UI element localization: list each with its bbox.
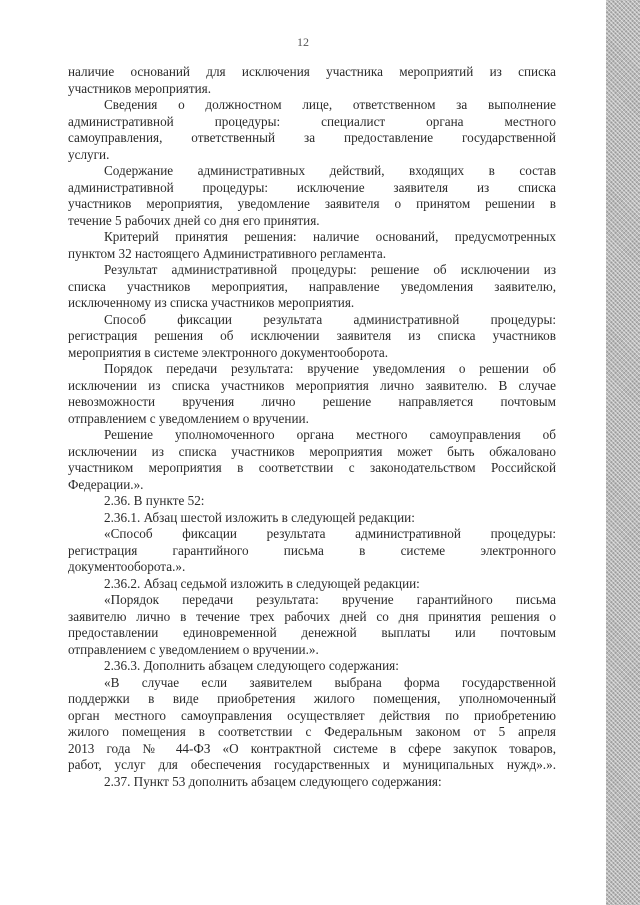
text-line: Критерий принятия решения: наличие оснований, предусмотренных: [104, 229, 556, 244]
text-line: отправлением с уведомлением о вручении.».: [68, 641, 319, 657]
text-line: Порядок передачи результата: вручение уведомления о решении об: [104, 361, 556, 376]
text-line: административной процедуры: специалист органа местного: [68, 113, 556, 129]
text-line: Сведения о должностном лице, ответственном за выполнение: [104, 97, 556, 112]
text-line: документооборота.».: [68, 559, 186, 574]
text-line: пунктом 32 настоящего Административного регламента.: [68, 245, 386, 261]
text-line: регистрация гарантийного письма в системе электронного: [68, 542, 556, 558]
text-line: предоставлении единовременной денежной выплаты или почтовым: [68, 625, 556, 640]
text-line: поддержки в виде приобретения жилого помещения, уполномоченный: [68, 691, 556, 706]
document-body: [68, 64, 556, 790]
text-line: орган местного самоуправления осуществляет действия по приобретению: [68, 707, 556, 723]
text-line: «Порядок передачи результата: вручение гарантийного письма: [104, 592, 556, 607]
text-line: «Способ фиксации результата административной процедуры:: [104, 526, 556, 541]
text-line: участником мероприятия в соответствии с законодательством Российской: [68, 460, 556, 475]
text-line: наличие оснований для исключения участника мероприятий из списка: [68, 64, 556, 79]
text-line: 2.37. Пункт 53 дополнить абзацем следующего содержания:: [104, 773, 442, 789]
text-line: списка участников мероприятия, направление уведомления заявителю,: [68, 278, 556, 294]
text-line: исключенному из списка участников мероприятия.: [68, 295, 355, 310]
text-line: участников мероприятия.: [68, 80, 212, 96]
text-line: Федерации.».: [68, 476, 144, 492]
page-number: 12: [297, 35, 309, 49]
text-line: жилого помещения в соответствии с Федеральным законом от 5 апреля: [68, 724, 556, 739]
scan-edge-pattern: [606, 0, 640, 905]
text-line: Решение уполномоченного органа местного самоуправления об: [104, 427, 556, 442]
text-line: «В случае если заявителем выбрана форма государственной: [104, 674, 556, 690]
text-line: заявителю лично в течение трех рабочих дней со дня принятия решения о: [68, 608, 556, 624]
text-line: Результат административной процедуры: решение об исключении из: [104, 262, 556, 277]
text-line: невозможности вручения лично решение направляется почтовым: [68, 394, 556, 409]
text-line: мероприятия в системе электронного документооборота.: [68, 344, 388, 360]
text-line: регистрация решения об исключении заявителя из списка участников: [68, 328, 556, 343]
text-line: 2.36.1. Абзац шестой изложить в следующей редакции:: [104, 509, 415, 525]
text-line: исключении из списка участников мероприятия может быть обжаловано: [68, 443, 556, 459]
text-line: Способ фиксации результата административной процедуры:: [104, 311, 556, 327]
text-line: участников мероприятия, уведомление заявителя о принятом решении в: [68, 196, 556, 211]
text-line: 2.36.2. Абзац седьмой изложить в следующей редакции:: [104, 575, 420, 591]
text-line: Содержание административных действий, входящих в состав: [104, 163, 556, 178]
text-line: 2013 года № 44-ФЗ «О контрактной системе в сфере закупок товаров,: [68, 740, 556, 756]
text-line: отправлением с уведомлением о вручении.: [68, 410, 309, 426]
text-line: 2.36. В пункте 52:: [104, 493, 205, 508]
text-line: административной процедуры: исключение заявителя из списка: [68, 179, 556, 195]
text-line: самоуправления, ответственный за предоставление государственной: [68, 130, 556, 145]
text-line: работ, услуг для обеспечения государственных и муниципальных нужд».».: [68, 757, 556, 772]
text-line: услуги.: [68, 146, 110, 162]
text-line: течение 5 рабочих дней со дня его принятия.: [68, 212, 320, 228]
text-line: исключении из списка участников мероприятия лично заявителю. В случае: [68, 377, 556, 393]
text-line: 2.36.3. Дополнить абзацем следующего содержания:: [104, 658, 399, 673]
